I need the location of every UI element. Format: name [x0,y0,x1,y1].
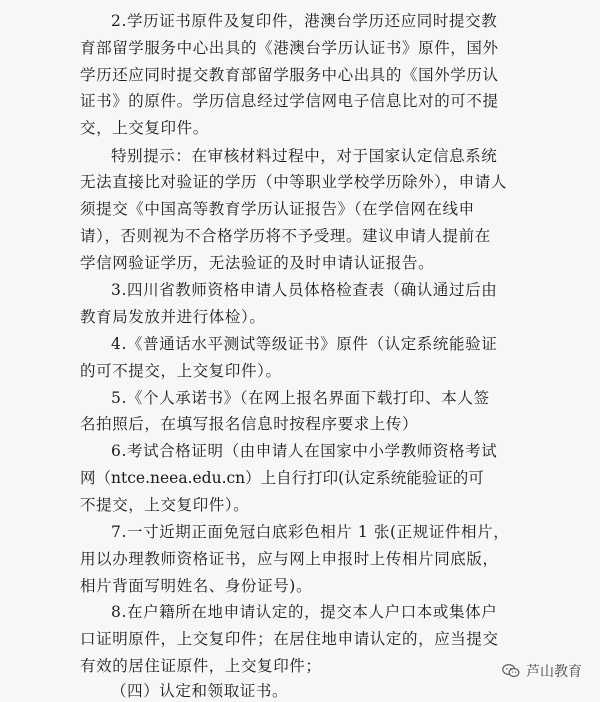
watermark-text: 芦山教育 [526,664,582,680]
text-line: 交，上交复印件。 [80,119,209,137]
section-heading: （四）认定和领取证书。 [111,682,289,700]
text-line: 的可不提交，上交复印件）。 [80,362,282,380]
text-line: 特别提示：在审核材料过程中，对于国家认定信息系统 [111,147,498,165]
text-line: 3.四川省教师资格申请人员体格检查表（确认通过后由 [111,281,498,299]
text-line: 不提交，上交复印件）。 [80,496,250,514]
text-line: 网（ntce.neea.edu.cn）上自行打印(认定系统能验证的可 [80,469,484,487]
text-line: 6.考试合格证明（由申请人在国家中小学教师资格考试 [111,442,498,460]
text-line: 5.《个人承诺书》（在网上报名界面下载打印、本人签 [111,389,490,407]
text-line: 4.《普通话水平测试等级证书》原件（认定系统能验证 [111,335,498,353]
text-line: 学历还应同时提交教育部留学服务中心出具的《国外学历认 [80,66,499,84]
text-line: 无法直接比对验证的学历（中等职业学校学历除外），申请人 [80,173,507,191]
text-line: 有效的居住证原件，上交复印件； [80,657,322,675]
text-line: 须提交《中国高等教育学历认证报告》（在学信网在线申 [80,200,475,218]
wechat-icon [502,663,520,679]
text-line: 用以办理教师资格证书，应与网上申报时上传相片同底版， [80,550,499,568]
text-line: 育部留学服务中心出具的《港澳台学历认证书》原件，国外 [80,39,499,57]
text-line: 2.学历证书原件及复印件，港澳台学历还应同时提交教 [111,12,498,30]
text-line: 学信网验证学历，无法验证的及时申请认证报告。 [80,254,435,272]
text-line: 7.一寸近期正面免冠白底彩色相片 1 张(正规证件相片， [111,523,510,541]
watermark [502,661,582,681]
text-line: 8.在户籍所在地申请认定的，提交本人户口本或集体户 [111,603,498,621]
text-line: 证书》的原件。学历信息经过学信网电子信息比对的可不提 [80,92,499,110]
text-line: 相片背面写明姓名、身份证号)。 [80,577,313,595]
text-line: 口证明原件，上交复印件；在居住地申请认定的，应当提交 [80,630,499,648]
text-line: 教育局发放并进行体检）。 [80,308,266,326]
text-line: 请），否则视为不合格学历将不予受理。建议申请人提前在 [80,227,491,245]
text-line: 名拍照后，在填写报名信息时按程序要求上传） [80,415,419,433]
